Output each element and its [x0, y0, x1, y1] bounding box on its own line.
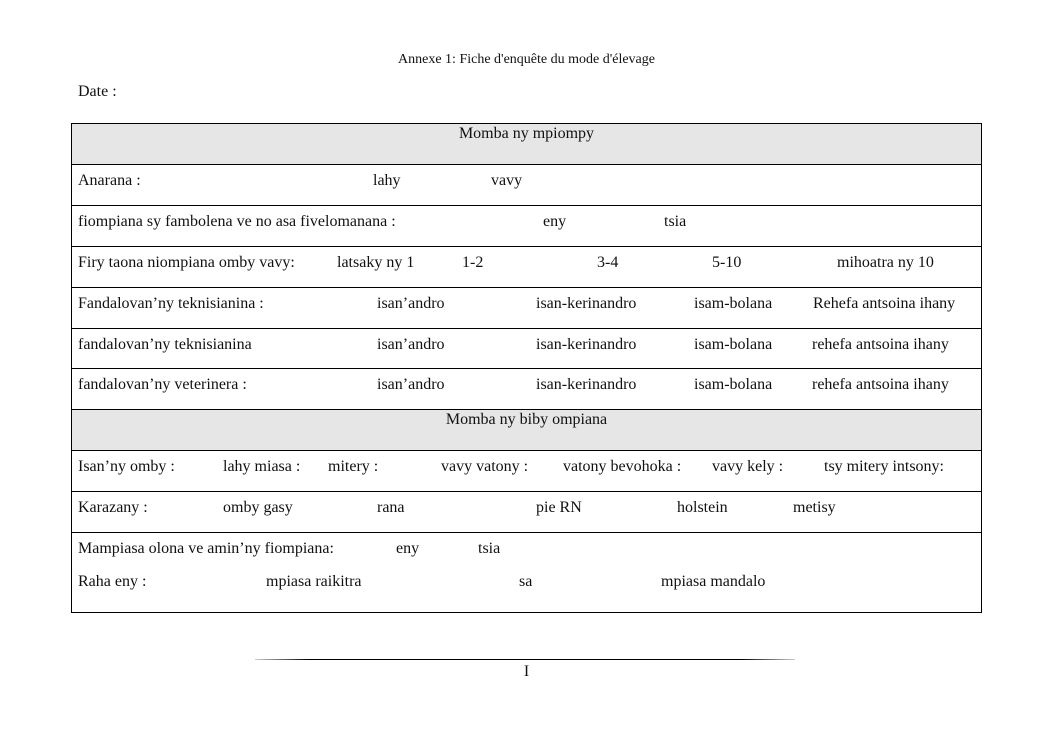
calves-field[interactable]: mitery : — [328, 458, 379, 475]
option-on-call[interactable]: Rehefa antsoina ihany — [813, 295, 956, 312]
row-breed — [72, 492, 981, 533]
option-monthly[interactable]: isam-bolana — [694, 295, 773, 312]
option-no[interactable]: tsia — [664, 213, 687, 230]
option-more-than-10[interactable]: mihoatra ny 10 — [837, 254, 934, 271]
option-zebu[interactable]: omby gasy — [223, 499, 293, 516]
row-years-breeding — [72, 247, 981, 288]
option-1-2[interactable]: 1-2 — [462, 254, 484, 271]
row-hired-labor — [72, 533, 981, 613]
row-name — [72, 165, 981, 206]
option-permanent-worker[interactable]: mpiasa raikitra — [266, 573, 362, 590]
technician-label: fandalovan’ny teknisianina — [78, 336, 252, 353]
option-no[interactable]: tsia — [478, 540, 501, 557]
survey-form — [71, 123, 982, 613]
technician-label: Fandalovan’ny teknisianina : — [78, 295, 264, 312]
hired-labor-label: Mampiasa olona ve amin’ny fiompiana: — [78, 540, 334, 557]
name-label: Anarana : — [78, 172, 141, 189]
breed-label: Karazany : — [78, 499, 148, 516]
row-vet-visits — [72, 369, 981, 410]
option-on-call[interactable]: rehefa antsoina ihany — [812, 376, 949, 393]
option-monthly[interactable]: isam-bolana — [694, 336, 773, 353]
if-yes-label: Raha eny : — [78, 573, 147, 590]
working-males-field[interactable]: lahy miasa : — [223, 458, 301, 475]
option-holstein[interactable]: holstein — [677, 499, 728, 516]
option-daily[interactable]: isan’andro — [377, 336, 445, 353]
option-daily[interactable]: isan’andro — [377, 376, 445, 393]
option-yes[interactable]: eny — [396, 540, 420, 557]
row-cattle-count — [72, 451, 981, 492]
option-male[interactable]: lahy — [373, 172, 401, 189]
row-main-occupation — [72, 206, 981, 247]
option-on-call[interactable]: rehefa antsoina ihany — [812, 336, 949, 353]
option-daily[interactable]: isan’andro — [377, 295, 445, 312]
option-pie-rn[interactable]: pie RN — [536, 499, 582, 516]
section-title-animals: Momba ny biby ompiana — [445, 411, 608, 428]
heifers-field[interactable]: vavy kely : — [712, 458, 784, 475]
option-weekly[interactable]: isan-kerinandro — [536, 295, 637, 312]
occupation-label: fiompiana sy fambolena ve no asa fivelomanana : — [78, 213, 396, 230]
section-title-farmer: Momba ny mpiompy — [458, 125, 595, 142]
option-crossbreed[interactable]: metisy — [793, 499, 836, 516]
option-female[interactable]: vavy — [491, 172, 523, 189]
row-technician-visits — [72, 288, 981, 329]
vet-label: fandalovan’ny veterinera : — [78, 376, 247, 393]
fat-cows-field[interactable]: vavy vatony : — [441, 458, 529, 475]
page-number: I — [523, 663, 530, 680]
option-temporary-worker[interactable]: mpiasa mandalo — [661, 573, 766, 590]
option-less-than-1[interactable]: latsaky ny 1 — [337, 254, 415, 271]
option-3-4[interactable]: 3-4 — [597, 254, 619, 271]
section-header-animals — [72, 410, 981, 451]
option-monthly[interactable]: isam-bolana — [694, 376, 773, 393]
footer-divider — [255, 659, 795, 660]
cattle-count-label: Isan’ny omby : — [78, 458, 175, 475]
years-label: Firy taona niompiana omby vavy: — [78, 254, 295, 271]
option-weekly[interactable]: isan-kerinandro — [536, 376, 637, 393]
row-technician-visits-2 — [72, 329, 981, 369]
date-label: Date : — [78, 83, 117, 100]
pregnant-cows-field[interactable]: vatony bevohoka : — [563, 458, 682, 475]
dry-cows-field[interactable]: tsy mitery intsony: — [824, 458, 944, 475]
option-rana[interactable]: rana — [377, 499, 405, 516]
option-5-10[interactable]: 5-10 — [712, 254, 742, 271]
or-label: sa — [519, 573, 533, 590]
option-weekly[interactable]: isan-kerinandro — [536, 336, 637, 353]
option-yes[interactable]: eny — [543, 213, 567, 230]
section-header-farmer — [72, 124, 981, 165]
document-title: Annexe 1: Fiche d'enquête du mode d'élevage — [398, 52, 655, 67]
